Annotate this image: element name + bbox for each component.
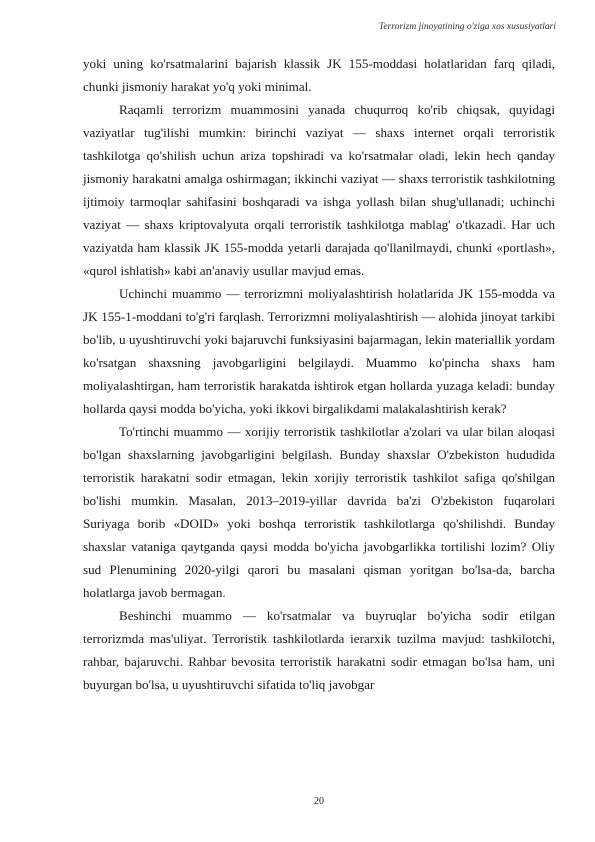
page-number: 20 — [314, 796, 324, 807]
page-body — [83, 52, 555, 696]
paragraph-digital-terrorism: Raqamli terrorizm muammosini yanada chuqurroq ko'rib chiqsak, quyidagi vaziyatlar tug'ilishi mumkin: birinchi vaziyat — shaxs internet orqali terroristik tashkilotga qo'shilish uchun ariza topshiradi va ko'rsatmalar oladi, lekin hech qanday jismoniy harakatni amalga oshirmagan; ikkinchi vaziyat — shaxs terroristik tashkilotning ijtimoiy tarmoqlar sahifasini boshqaradi va ishga yollash bilan shug'ullanadi; uchinchi vaziyat — shaxs kriptovalyuta orqali terroristik tashkilotga mablag' o'tkazadi. Har uch vaziyatda ham klassik JK 155-modda yetarli darajada qo'llanilmaydi, chunki «portlash», «qurol ishlatish» kabi an'anaviy usullar mavjud emas. — [83, 102, 555, 278]
paragraph-third-problem: Uchinchi muammo — terrorizmni moliyalashtirish holatlarida JK 155-modda va JK 155-1-moddani to'g'ri farqlash. Terrorizmni moliyalashtirish — alohida jinoyat tarkibi bo'lib, u uyushtiruvchi yoki bajaruvchi funksiyasini bajarmagan, lekin materiallik yordam ko'rsatgan shaxsning javobgarligini belgilaydi. Muammo ko'pincha shaxs ham moliyalashtirgan, ham terroristik harakatda ishtirok etgan hollarda yuzaga keladi: bunday hollarda qaysi modda bo'yicha, yoki ikkovi birgalikdami malakalashtirish kerak? — [83, 286, 555, 416]
paragraph-continuation: yoki uning ko'rsatmalarini bajarish klassik JK 155-moddasi holatlaridan farq qiladi, chunki jismoniy harakat yo'q yoki minimal. — [83, 56, 555, 94]
paragraph-fifth-problem: Beshinchi muammo — ko'rsatmalar va buyruqlar bo'yicha sodir etilgan terrorizmda mas'uliyat. Terroristik tashkilotlarda ierarxik tuzilma mavjud: tashkilotchi, rahbar, bajaruvchi. Rahbar bevosita terroristik harakatni sodir etmagan bo'lsa ham, uni buyurgan bo'lsa, u uyushtiruvchi sifatida to'liq javobgar — [83, 608, 555, 692]
running-header: Terrorizm jinoyatining o'ziga xos xususiyatlari — [378, 22, 556, 32]
paragraph-fourth-problem: To'rtinchi muammo — xorijiy terroristik tashkilotlar a'zolari va ular bilan aloqasi bo'lgan shaxslarning javobgarligini belgilash. Bunday shaxslar O'zbekiston hududida terroristik harakatni sodir etmagan, lekin xorijiy terroristik tashkilot safiga qo'shilgan bo'lishi mumkin. Masalan, 2013–2019-yillar davrida ba'zi O'zbekiston fuqarolari Suriyaga borib «DOID» yoki boshqa terroristik tashkilotlarga qo'shilishdi. Bunday shaxslar vataniga qaytganda qaysi modda bo'yicha javobgarlikka tortilishi lozim? Oliy sud Plenumining 2020-yilgi qarori bu masalani qisman yoritgan bo'lsa-da, barcha holatlarga javob bermagan. — [83, 424, 555, 600]
